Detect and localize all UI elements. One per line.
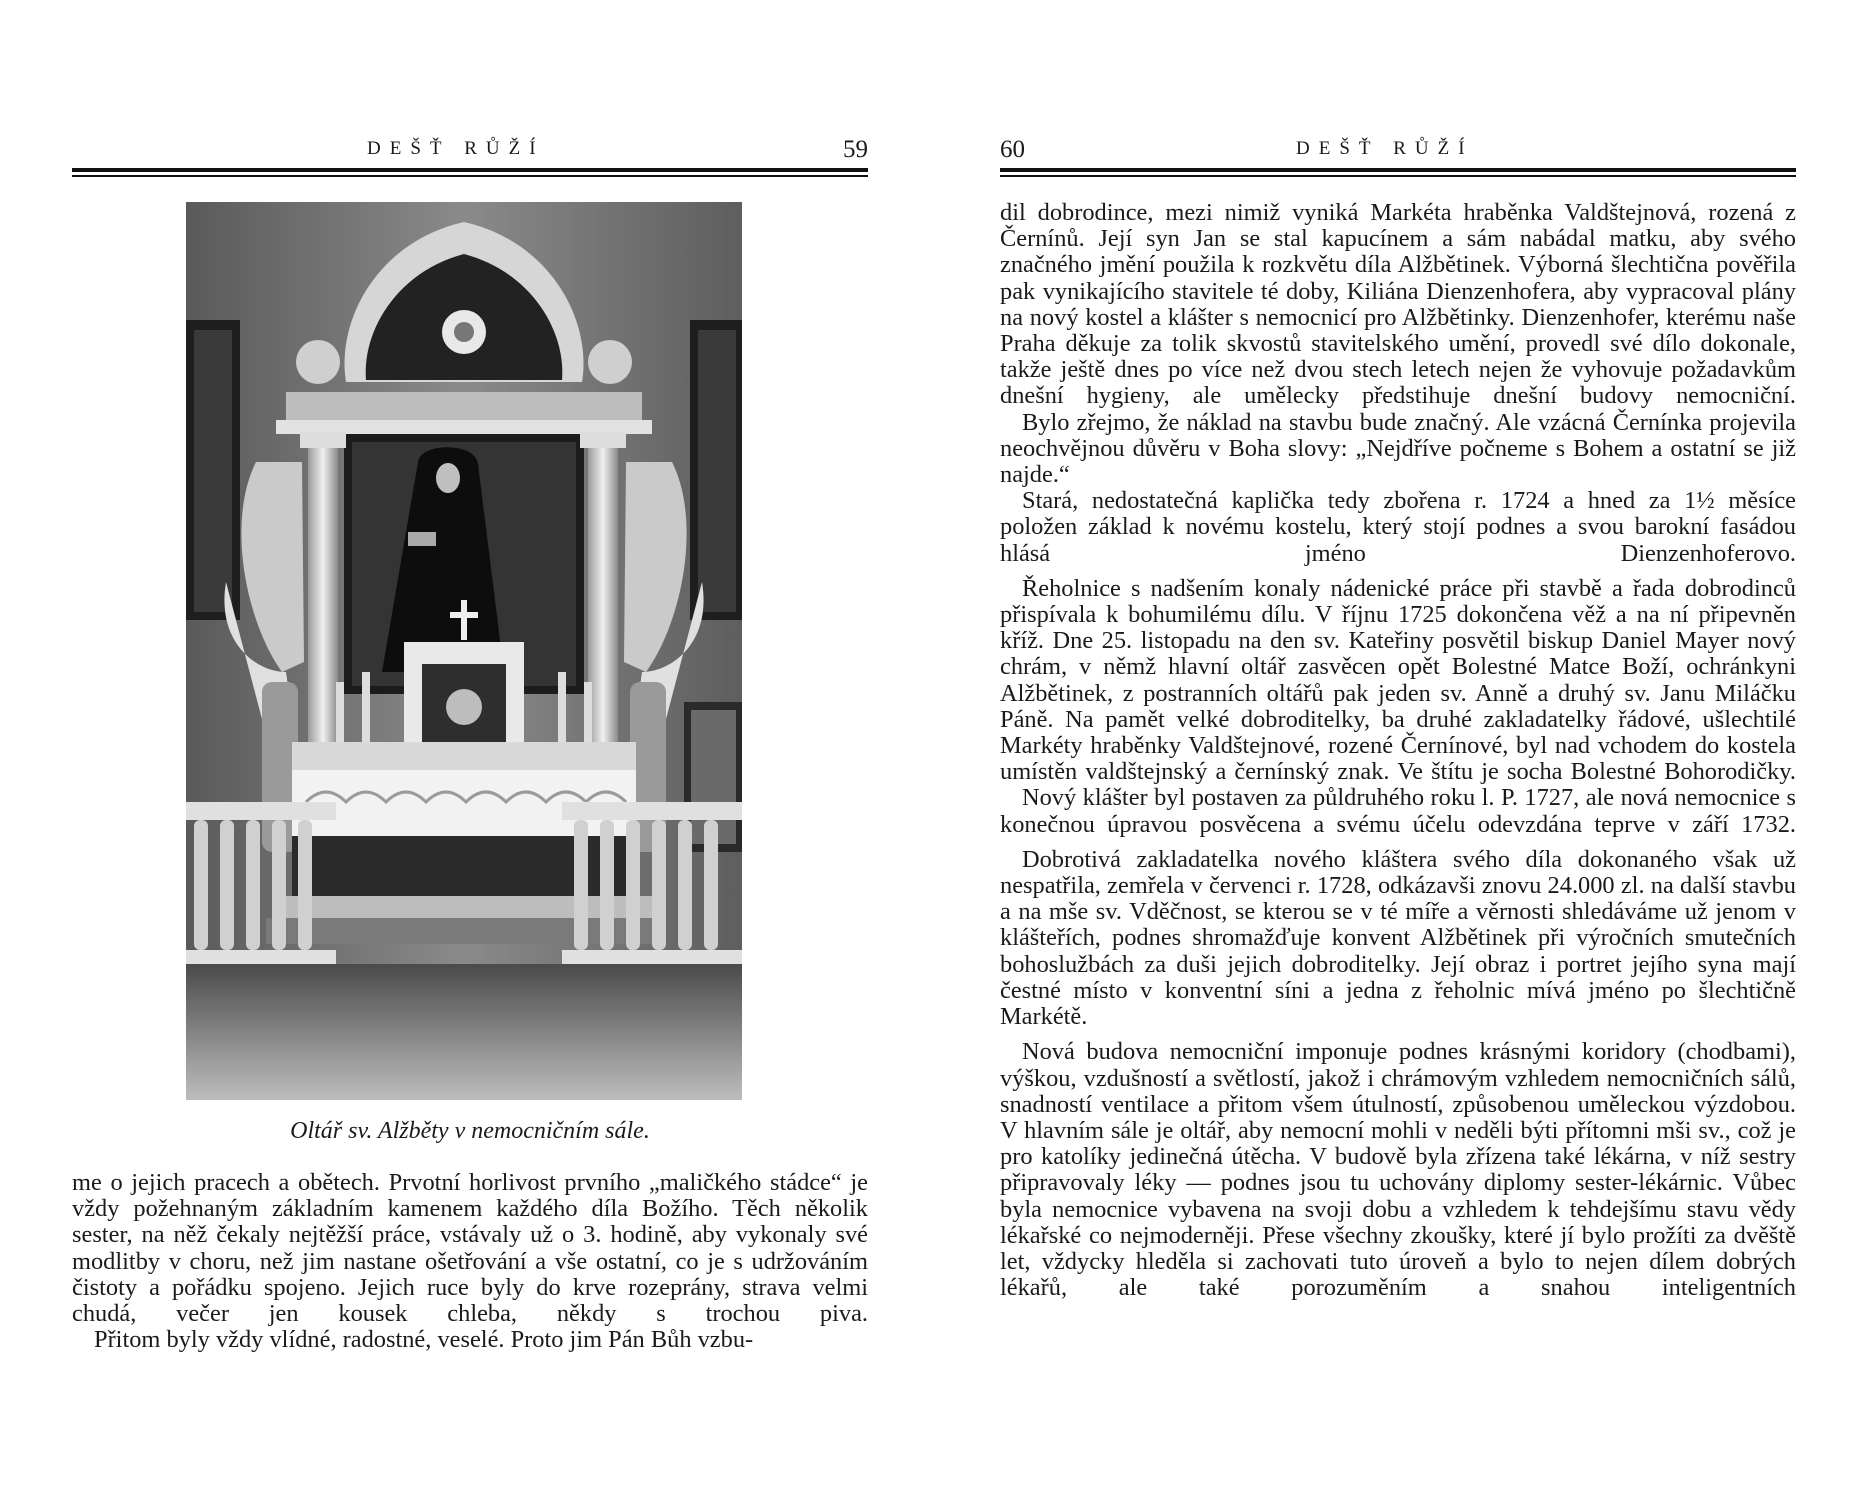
- header-rule-thin: [1000, 175, 1796, 177]
- paragraph: Řeholnice s nadšením konaly nádenické práce při stavbě a řada dobrodinců přispívala k bohumilému dílu. V říjnu 1725 dokončena věž a na ní připevněn kříž. Dne 25. listopadu na den sv. Kateřiny posvětil biskup Daniel Mayer nový chrám, v němž hlavní oltář zasvěcen opět Bolestné Matce Boží, ochránkyni Alžbětinek, z postranních oltářů pak jeden sv. Anně a druhý sv. Janu Miláčku Páně. Na pamět velké dobroditelky, ba druhé zakladatelky řádové, ušlechtilé Markéty hraběnky Valdštejnové, rozené Černínové, byl nad vchodem do kostela umístěn valdštejnský a černínský znak. Ve štítu je socha Bolestné Bohorodičky.: [1000, 574, 1796, 786]
- page-number: 60: [1000, 136, 1025, 163]
- paragraph: Stará, nedostatečná kaplička tedy zbořena r. 1724 a hned za 1½ měsíce položen základ k novému kostelu, který stojí podnes a svou barokní fasádou hlásá jméno Dienzenhoferovo.: [1000, 487, 1796, 567]
- running-title: DEŠŤ RŮŽÍ: [1296, 138, 1474, 159]
- paragraph: dil dobrodince, mezi nimiž vyniká Markéta hraběnka Valdštejnová, rozená z Černínů. Její syn Jan se stal kapucínem a sám nabádal matku, aby svého značného jmění použila k rozkvětu díla Alžbětinek. Výborná šlechtična pověřila pak vynikajícího stavitele té doby, Kiliána Dienzenhofera, aby vypracoval plány na nový kostel a klášter s nemocnicí pro Alžbětinky. Dienzenhofer, kterému naše Praha děkuje za tolik skvostů stavitelského umění, provedl své dílo dokonale, takže ještě dnes po více než dvou stech letech nejen že vyhovuje požadavkům dnešní hygieny, ale umělecky předstihuje dnešní budovy nemocniční.: [1000, 199, 1796, 410]
- left-page-body: [72, 1170, 868, 1353]
- page-number: 59: [843, 136, 868, 163]
- left-page-header: [72, 128, 868, 168]
- paragraph: me o jejich pracech a obětech. Prvotní horlivost prvního „maličkého stádce“ je vždy požehnaným základním kamenem každého díla Božího. Těch několik sester, na něž čekaly nejtěžší práce, vstávaly už o 3. hodině, aby vykonaly své modlitby v choru, než jim nastane ošetřování a vše ostatní, co je s udržováním čistoty a pořádku spojeno. Jejich ruce byly do krve rozeprány, strava velmi chudá, večer jen kousek chleba, někdy s trochou piva.: [72, 1169, 868, 1328]
- paragraph: Nový klášter byl postaven za půldruhého roku l. P. 1727, ale nová nemocnice s konečnou úpravou posvěcena a svému účelu odevzdána teprve v září 1732.: [1000, 784, 1796, 838]
- right-page-body: [1000, 200, 1796, 1301]
- right-page-header: [1000, 128, 1796, 168]
- header-rule: [72, 168, 868, 172]
- figure-caption: Oltář sv. Alžběty v nemocničním sále.: [290, 1118, 650, 1144]
- paragraph: Přitom byly vždy vlídné, radostné, veselé. Proto jim Pán Bůh vzbu-: [94, 1326, 754, 1354]
- paragraph: Nová budova nemocniční imponuje podnes krásnými koridory (chodbami), výškou, vzdušností a světlostí, jakož i chrámovým vzhledem nemocničních sálů, snadností ventilace a přitom všem útulností, způsobenou uměleckou výzdobou. V hlavním sále je oltář, aby nemocní mohli v neděli býti přítomni mši sv., což je pro katolíky jedinečná útěcha. V budově byla zřízena také lékárna, v níž sestry připravovaly léky — podnes jsou tu uchovány diplomy sester-lékárnic. Vůbec byla nemocnice vybavena na svoji dobu a vzhledem k tehdejšímu stavu vědy lékařské co nejmoderněji. Přese všechny zkoušky, které jí bylo prožíti za dvěště let, vždycky hleděla si zachovati tuto úroveň a bylo to nejen dílem dobrých lékařů, ale také porozuměním a snahou inteligentních: [1000, 1038, 1796, 1302]
- paragraph: Dobrotivá zakladatelka nového kláštera svého díla dokonaného však už nespatřila, zemřela v červenci r. 1728, odkázavši znovu 24.000 zl. na další stavbu a na mše sv. Vděčnost, se kterou se v té míře a věrnosti shledáváme už jenom v klášteřích, podnes shromažďuje konvent Alžbětinek při výročních smutečních bohoslužbách za duši jejich dobroditelky. Její obraz i portret jejího syna mají čestné místo v konventní síni a jedna z řeholnic mívá jméno po šlechtičně Markétě.: [1000, 845, 1796, 1031]
- running-title: DEŠŤ RŮŽÍ: [367, 138, 545, 159]
- paragraph: Bylo zřejmo, že náklad na stavbu bude značný. Ale vzácná Černínka projevila neochvějnou důvěru v Boha slovy: „Nejdříve počneme s Bohem a ostatní se již najde.“: [1000, 408, 1796, 489]
- altar-photo-image: [186, 202, 742, 1100]
- header-rule-thin: [72, 175, 868, 177]
- header-rule: [1000, 168, 1796, 172]
- altar-photograph: [186, 202, 742, 1100]
